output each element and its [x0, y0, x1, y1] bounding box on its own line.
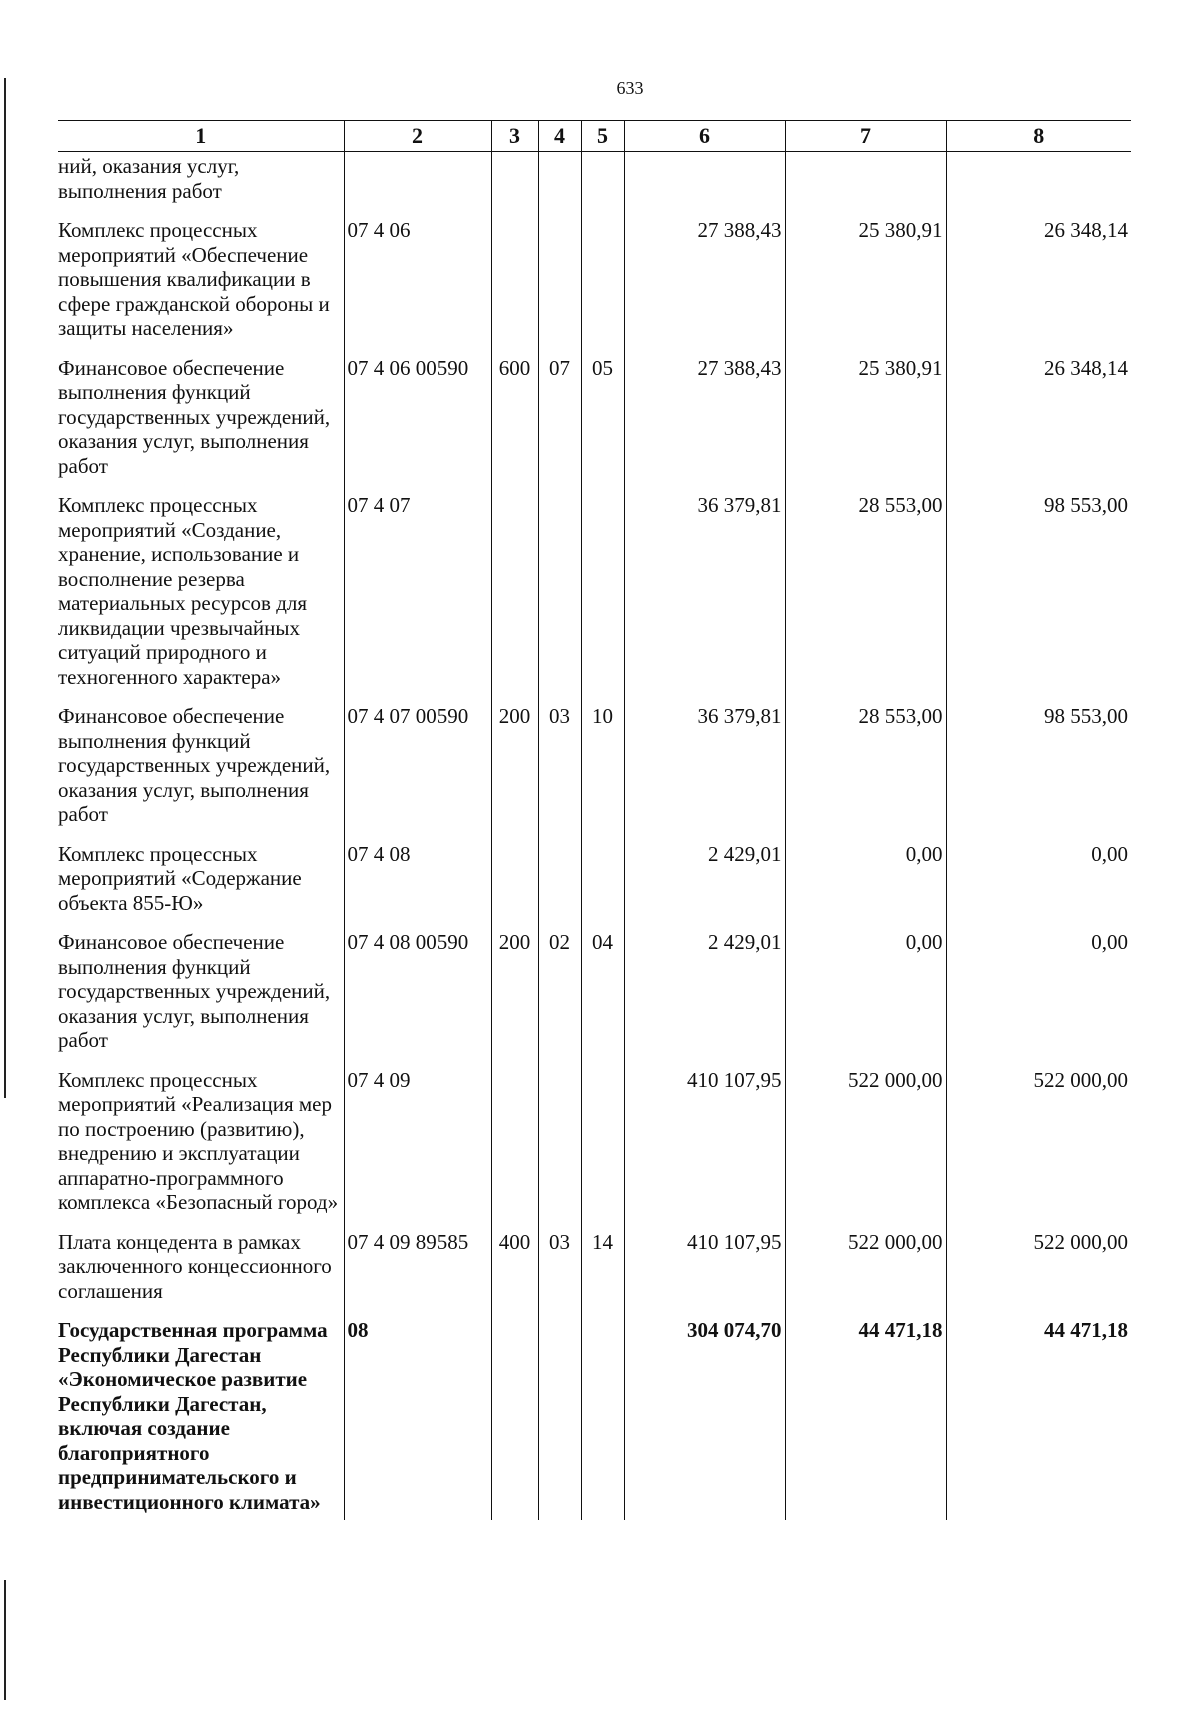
- amount-col6-cell: 27 388,43: [624, 212, 785, 350]
- section-cell: [538, 1062, 581, 1224]
- amount-col6-cell: 304 074,70: [624, 1312, 785, 1520]
- table-row: [58, 836, 1131, 925]
- table-row: [58, 1312, 1131, 1520]
- target-code-cell: 07 4 09: [344, 1062, 491, 1224]
- section-cell: [538, 836, 581, 925]
- item-name-cell: Комплекс процессных мероприятий «Содержание объекта 855-Ю»: [58, 841, 302, 915]
- target-code-cell: 07 4 06 00590: [344, 350, 491, 488]
- table-row: [58, 487, 1131, 698]
- amount-col7-cell: 25 380,91: [785, 350, 946, 488]
- target-code-cell: 08: [344, 1312, 491, 1520]
- expense-type-cell: 400: [491, 1224, 538, 1313]
- expense-type-cell: [491, 487, 538, 698]
- section-cell: [538, 1312, 581, 1520]
- column-header: 3: [491, 121, 538, 152]
- amount-col8-cell: 26 348,14: [946, 212, 1131, 350]
- amount-col7-cell: 522 000,00: [785, 1062, 946, 1224]
- table-row: [58, 698, 1131, 836]
- amount-col7-cell: 44 471,18: [785, 1312, 946, 1520]
- subsection-cell: [581, 487, 624, 698]
- item-name-cell: Комплекс процессных мероприятий «Обеспечение повышения квалификации в сфере гражданской обороны и защиты населения»: [58, 218, 330, 340]
- column-header: 7: [785, 121, 946, 152]
- amount-col6-cell: 36 379,81: [624, 487, 785, 698]
- amount-col8-cell: 522 000,00: [946, 1062, 1131, 1224]
- amount-col7-cell: 25 380,91: [785, 212, 946, 350]
- expense-type-cell: 200: [491, 698, 538, 836]
- expense-type-cell: [491, 1312, 538, 1520]
- amount-col8-cell: 44 471,18: [946, 1312, 1131, 1520]
- column-header: 1: [58, 121, 344, 152]
- amount-col7-cell: 28 553,00: [785, 487, 946, 698]
- section-cell: [538, 487, 581, 698]
- subsection-cell: 10: [581, 698, 624, 836]
- table-header: [58, 121, 1131, 152]
- table-row: [58, 350, 1131, 488]
- subsection-cell: 05: [581, 350, 624, 488]
- item-name-cell: Финансовое обеспечение выполнения функций государственных учреждений, оказания услуг, выполнения работ: [58, 355, 331, 478]
- expense-type-cell: [491, 836, 538, 925]
- item-name-cell: ний, оказания услуг, выполнения работ: [58, 154, 240, 203]
- amount-col6-cell: [624, 152, 785, 213]
- amount-col6-cell: 2 429,01: [624, 836, 785, 925]
- table-row: [58, 152, 1131, 213]
- target-code-cell: [344, 152, 491, 213]
- column-header: 8: [946, 121, 1131, 152]
- subsection-cell: 04: [581, 924, 624, 1062]
- amount-col8-cell: 26 348,14: [946, 350, 1131, 488]
- column-header: 4: [538, 121, 581, 152]
- header-row: [58, 121, 1131, 152]
- subsection-cell: [581, 152, 624, 213]
- table-row: [58, 1224, 1131, 1313]
- section-cell: 02: [538, 924, 581, 1062]
- table-row: [58, 1062, 1131, 1224]
- item-name-cell: Плата концедента в рамках заключенного концессионного соглашения: [58, 1229, 332, 1303]
- table-row: [58, 212, 1131, 350]
- target-code-cell: 07 4 06: [344, 212, 491, 350]
- item-name-cell: Государственная программа Республики Дагестан «Экономическое развитие Республики Дагестан, включая создание благоприятного предпринимательского и инвестиционного климата»: [58, 1318, 328, 1514]
- amount-col8-cell: 98 553,00: [946, 487, 1131, 698]
- column-header: 2: [344, 121, 491, 152]
- item-name-cell: Финансовое обеспечение выполнения функций государственных учреждений, оказания услуг, выполнения работ: [58, 704, 331, 826]
- amount-col6-cell: 410 107,95: [624, 1062, 785, 1224]
- subsection-cell: [581, 1312, 624, 1520]
- subsection-cell: 14: [581, 1224, 624, 1313]
- target-code-cell: 07 4 09 89585: [344, 1224, 491, 1313]
- expense-type-cell: [491, 212, 538, 350]
- amount-col8-cell: 522 000,00: [946, 1224, 1131, 1313]
- left-margin-rule: [4, 1580, 6, 1700]
- subsection-cell: [581, 212, 624, 350]
- section-cell: [538, 212, 581, 350]
- expense-type-cell: [491, 1062, 538, 1224]
- section-cell: 07: [538, 350, 581, 488]
- amount-col6-cell: 410 107,95: [624, 1224, 785, 1313]
- item-name-cell: Финансовое обеспечение выполнения функций государственных учреждений, оказания услуг, выполнения работ: [58, 930, 331, 1052]
- amount-col6-cell: 36 379,81: [624, 698, 785, 836]
- left-margin-rule: [4, 78, 6, 1098]
- amount-col7-cell: 0,00: [785, 924, 946, 1062]
- amount-col8-cell: 98 553,00: [946, 698, 1131, 836]
- table-body: [58, 152, 1131, 1521]
- amount-col6-cell: 27 388,43: [624, 350, 785, 488]
- amount-col6-cell: 2 429,01: [624, 924, 785, 1062]
- amount-col7-cell: 522 000,00: [785, 1224, 946, 1313]
- item-name-cell: Комплекс процессных мероприятий «Создание, хранение, использование и восполнение резерва материальных ресурсов для ликвидации чрезвычайных ситуаций природного и техногенного характера»: [58, 493, 308, 689]
- section-cell: 03: [538, 1224, 581, 1313]
- target-code-cell: 07 4 08 00590: [344, 924, 491, 1062]
- section-cell: 03: [538, 698, 581, 836]
- subsection-cell: [581, 836, 624, 925]
- expense-type-cell: 200: [491, 924, 538, 1062]
- budget-table: [58, 120, 1131, 1520]
- table-row: [58, 924, 1131, 1062]
- expense-type-cell: 600: [491, 350, 538, 488]
- column-header: 6: [624, 121, 785, 152]
- subsection-cell: [581, 1062, 624, 1224]
- item-name-cell: Комплекс процессных мероприятий «Реализация мер по построению (развитию), внедрению и эксплуатации аппаратно-программного комплекса «Безопасный город»: [58, 1067, 339, 1214]
- amount-col7-cell: 28 553,00: [785, 698, 946, 836]
- expense-type-cell: [491, 152, 538, 213]
- amount-col8-cell: [946, 152, 1131, 213]
- target-code-cell: 07 4 08: [344, 836, 491, 925]
- page-number: 633: [616, 78, 644, 98]
- amount-col8-cell: 0,00: [946, 836, 1131, 925]
- amount-col7-cell: [785, 152, 946, 213]
- target-code-cell: 07 4 07: [344, 487, 491, 698]
- target-code-cell: 07 4 07 00590: [344, 698, 491, 836]
- column-header: 5: [581, 121, 624, 152]
- amount-col7-cell: 0,00: [785, 836, 946, 925]
- amount-col8-cell: 0,00: [946, 924, 1131, 1062]
- section-cell: [538, 152, 581, 213]
